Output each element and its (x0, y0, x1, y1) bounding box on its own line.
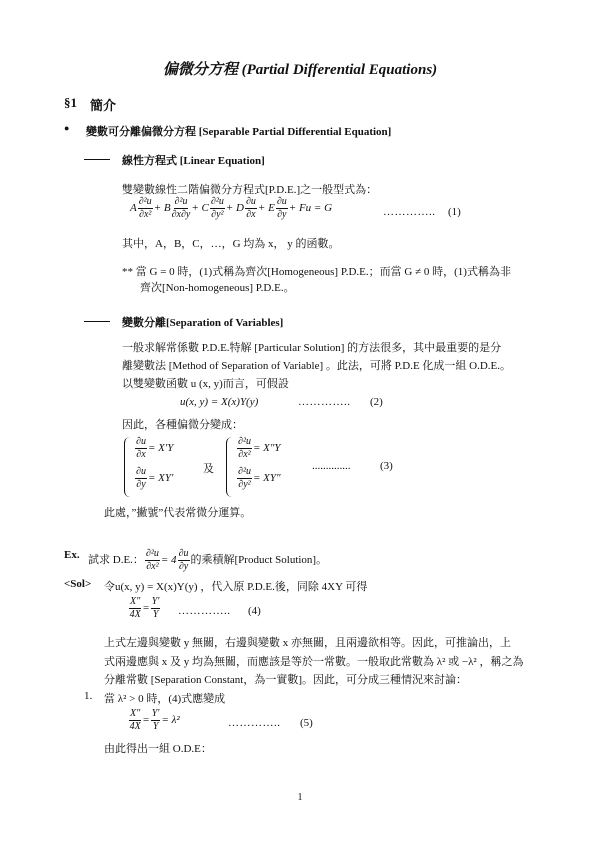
paragraph: 以雙變數函數 u (x, y)而言，可假設 (122, 378, 289, 390)
system-row: $\frac{\partial u}{\partial y}$ = XY′ (136, 466, 174, 490)
equation-tag: (5) (300, 717, 313, 729)
note-line: ** 當 G = 0 時，(1)式稱為齊次[Homogeneous] P.D.E.；而當 G ≠ 0 時，(1)式稱為非 (122, 266, 511, 278)
system-row: $\frac{\text{∂²u}}{\text{∂x²}}$ = X″Y (238, 436, 281, 460)
case-text: 當 λ² > 0 時，(4)式應變成 (104, 693, 226, 705)
section-number: §1 (64, 95, 77, 110)
equation-tag: (2) (370, 396, 383, 408)
dash-marker (84, 159, 110, 160)
example-text: 試求 D.E.： $\frac{\text{∂²u}}{\text{∂x²}}$ = 4 $\frac{\partial u}{\partial y}$ 的乘積解[Product Solution]。 (88, 548, 328, 572)
system-row: $\frac{\text{∂²u}}{\text{∂y²}}$ = XY″ (238, 466, 281, 490)
equation-dots: ………….. (383, 206, 436, 218)
note-line: 齊次[Non-homogeneous] P.D.E.。 (140, 282, 295, 294)
equation-tag: (4) (248, 605, 261, 617)
subheading-linear: 線性方程式 [Linear Equation] (122, 155, 265, 167)
dash-marker (84, 321, 110, 322)
bullet-icon: ● (64, 123, 70, 133)
subheading-separation: 變數分離[Separation of Variables] (122, 317, 284, 329)
page-title: 偏微分方程 (Partial Differential Equations) (162, 62, 438, 78)
case-number: 1. (84, 690, 93, 702)
paragraph: 離變數法 [Method of Separation of Variable] 。此法，可將 P.D.E 化成一組 O.D.E.。 (122, 360, 512, 372)
example-label: Ex. (64, 549, 80, 561)
equation-5: $\frac{X''}{4X}$ = $\frac{Y'}{Y}$ = λ² (129, 708, 180, 732)
equation-tag: (1) (448, 206, 461, 218)
paragraph: 其中，A，B，C，…，G 均為 x， y 的函數。 (122, 238, 340, 250)
paragraph: 一般求解常係數 P.D.E.特解 [Particular Solution] 的方法很多，其中最重要的是分 (122, 342, 502, 354)
equation-tag: (3) (380, 460, 393, 472)
paragraph: 雙變數線性二階偏微分方程式[P.D.E.]之一般型式為： (122, 184, 378, 196)
equation-1: A $\frac{\text{∂²u}}{\text{∂x²}}$ + B $\frac{\text{∂²u}}{\partial x\partial y}$ + C $\frac{\text{∂²u}}{\text{∂y²}}$ + D $\frac{\partial u}{\partial x}$ + E $\frac{\partial u}{\partial y}$ + Fu = G (130, 196, 333, 220)
solution-label: <Sol> (64, 578, 92, 590)
left-brace (124, 437, 131, 497)
conjunction: 及 (203, 463, 214, 475)
equation-dots: ………….. (228, 717, 281, 729)
paragraph: 由此得出一組 O.D.E： (104, 743, 212, 755)
equation-dots: ………….. (298, 396, 351, 408)
solution-text: 令u(x, y) = X(x)Y(y) ，代入原 P.D.E.後，同除 4XY 可得 (104, 581, 368, 593)
paragraph: 上式左邊與變數 y 無關，右邊與變數 x 亦無關，且兩邊欲相等。因此，可推論出，上 (104, 637, 511, 649)
equation-dots: .............. (312, 460, 351, 472)
paragraph: 式兩邊應與 x 及 y 均為無關，而應該是等於一常數。一般取此常數為 λ² 或 −λ² ，稱之為 (104, 656, 524, 668)
equation-dots: ………….. (178, 605, 231, 617)
equation-2: u(x, y) = X(x)Y(y) (180, 396, 259, 408)
equation-4: $\frac{X''}{4X}$ = $\frac{Y'}{Y}$ (129, 596, 160, 620)
paragraph: 分離常數 [Separation Constant，為一實數]。因此，可分成三種情況來討論： (104, 674, 467, 686)
section-title: 簡介 (90, 98, 117, 113)
left-brace (226, 437, 233, 497)
bullet-heading: 變數可分離偏微分方程 [Separable Partial Differential Equation] (86, 126, 392, 138)
paragraph: 此處，”撇號”代表常微分運算。 (104, 507, 252, 519)
system-row: $\frac{\partial u}{\partial x}$ = X′Y (136, 436, 174, 460)
page-number: 1 (297, 792, 303, 803)
paragraph: 因此，各種偏微分變成： (122, 419, 243, 431)
